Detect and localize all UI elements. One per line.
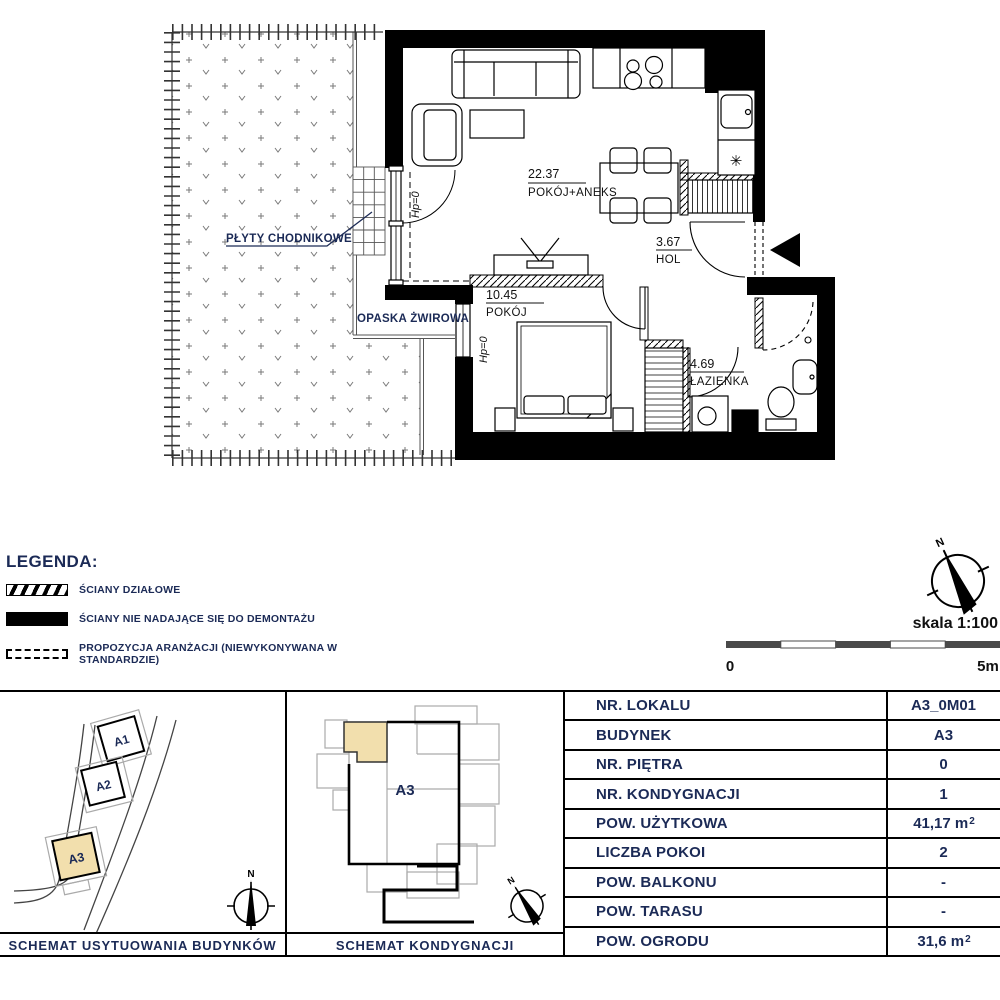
hatched-wall-icon: [6, 584, 68, 596]
svg-text:4.69: 4.69: [690, 357, 715, 371]
row-value: 41,17 m 2: [886, 810, 1000, 837]
scale-bar: [726, 641, 1000, 648]
coffee-table: [470, 110, 524, 138]
svg-text:POKÓJ: POKÓJ: [486, 307, 527, 319]
armchair: [412, 104, 462, 166]
paving-label: PŁYTY CHODNIKOWE: [226, 233, 352, 245]
tv-sideboard: [494, 238, 588, 275]
row-value: A3_0M01: [886, 692, 1000, 719]
compass-icon: [227, 869, 275, 930]
sofa: [452, 50, 580, 98]
svg-text:HOL: HOL: [656, 254, 681, 266]
svg-text:N: N: [934, 535, 947, 551]
row-label: NR. LOKALU: [596, 697, 691, 715]
unit-data-table: [565, 692, 1000, 955]
bathroom-sink: [793, 360, 817, 394]
compass-icon: [490, 865, 558, 932]
hp-label: Hp=0: [478, 336, 490, 363]
compass-icon: [907, 530, 1000, 626]
legend-item-label: PROPOZYCJA ARANŻACJI (NIEWYKONYWANA W STANDARDZIE): [79, 642, 338, 666]
row-value: 1: [886, 780, 1000, 807]
table-row: [565, 928, 1000, 955]
nightstand: [495, 408, 515, 431]
installation-shaft: [732, 410, 758, 432]
paving-slabs-grid: [353, 167, 385, 255]
floor-schematic-caption: SCHEMAT KONDYGNACJI: [335, 938, 515, 953]
kitchen-counter: [593, 48, 705, 90]
dining-set: [600, 148, 678, 223]
washing-machine: [692, 396, 728, 432]
entrance-arrow-icon: [770, 233, 800, 267]
row-label: POW. TARASU: [596, 903, 703, 921]
hall-wardrobe: [688, 180, 755, 213]
svg-text:3.67: 3.67: [656, 235, 681, 249]
table-row: [565, 810, 1000, 839]
table-row: [565, 721, 1000, 750]
scale-label: skala 1:100: [912, 615, 998, 632]
site-roads: [14, 716, 176, 932]
row-value: 2: [886, 839, 1000, 866]
room-label-hol: [656, 235, 692, 266]
row-value: -: [886, 898, 1000, 925]
building-bold-outline: [384, 866, 474, 922]
bottom-frame: [0, 690, 1000, 957]
row-label: NR. PIĘTRA: [596, 756, 684, 774]
svg-text:ŁAZIENKA: ŁAZIENKA: [690, 376, 749, 388]
site-plan-panel: [0, 694, 285, 932]
toilet: [766, 387, 796, 430]
site-plan-caption: SCHEMAT USYTUOWANIA BUDYNKÓW: [8, 938, 277, 953]
table-row: [565, 780, 1000, 809]
row-value: -: [886, 869, 1000, 896]
gravel-label: OPASKA ŻWIROWA: [357, 313, 470, 325]
bedroom-wardrobe: [645, 348, 683, 432]
legend-item-partition: [6, 584, 406, 596]
legend: [6, 552, 406, 682]
floor-schematic-panel: [287, 694, 563, 932]
legend-item-label: ŚCIANY NIE NADAJĄCE SIĘ DO DEMONTAŻU: [79, 613, 316, 625]
svg-text:A3: A3: [67, 850, 86, 868]
room-label-pokoj-aneks: [528, 167, 617, 199]
solid-wall-icon: [6, 612, 68, 626]
table-row: [565, 839, 1000, 868]
building-a2: [75, 756, 133, 812]
table-row: [565, 869, 1000, 898]
scale-end: 5m: [977, 658, 999, 675]
hp-label: Hp=0: [410, 191, 422, 218]
terrace-door: [402, 170, 470, 281]
scale-and-compass: [700, 530, 1000, 690]
svg-text:POKÓJ+ANEKS: POKÓJ+ANEKS: [528, 187, 618, 199]
table-row: [565, 692, 1000, 721]
dashed-outline-icon: [6, 649, 68, 659]
row-label: POW. BALKONU: [596, 873, 717, 891]
row-value: A3: [886, 721, 1000, 748]
table-row: [565, 898, 1000, 927]
legend-item-proposal: [6, 642, 406, 666]
row-value: 31,6 m 2: [886, 928, 1000, 955]
bed: [517, 322, 611, 418]
legend-item-label: ŚCIANY DZIAŁOWE: [79, 584, 181, 596]
highlighted-unit: [344, 722, 387, 762]
table-row: [565, 751, 1000, 780]
building-a1: [91, 710, 152, 768]
row-label: POW. OGRODU: [596, 932, 710, 950]
svg-text:N: N: [505, 874, 517, 887]
row-label: LICZBA POKOI: [596, 844, 706, 862]
fridge-icon: ✳: [729, 153, 743, 170]
scale-start: 0: [725, 658, 735, 675]
svg-text:A1: A1: [112, 731, 131, 750]
svg-text:22.37: 22.37: [528, 167, 560, 181]
svg-text:A2: A2: [94, 777, 113, 795]
svg-text:N: N: [247, 869, 255, 880]
room-label-lazienka: [690, 357, 749, 388]
svg-text:10.45: 10.45: [486, 288, 518, 302]
legend-title: LEGENDA:: [6, 552, 98, 571]
windows: [389, 166, 470, 357]
row-label: POW. UŻYTKOWA: [596, 814, 728, 832]
row-label: BUDYNEK: [596, 726, 672, 744]
floor-building-label: A3: [395, 782, 415, 799]
row-label: NR. KONDYGNACJI: [596, 785, 740, 803]
room-label-pokoj: [486, 288, 544, 319]
row-value: 0: [886, 751, 1000, 778]
legend-item-structural: [6, 612, 406, 626]
nightstand: [613, 408, 633, 431]
